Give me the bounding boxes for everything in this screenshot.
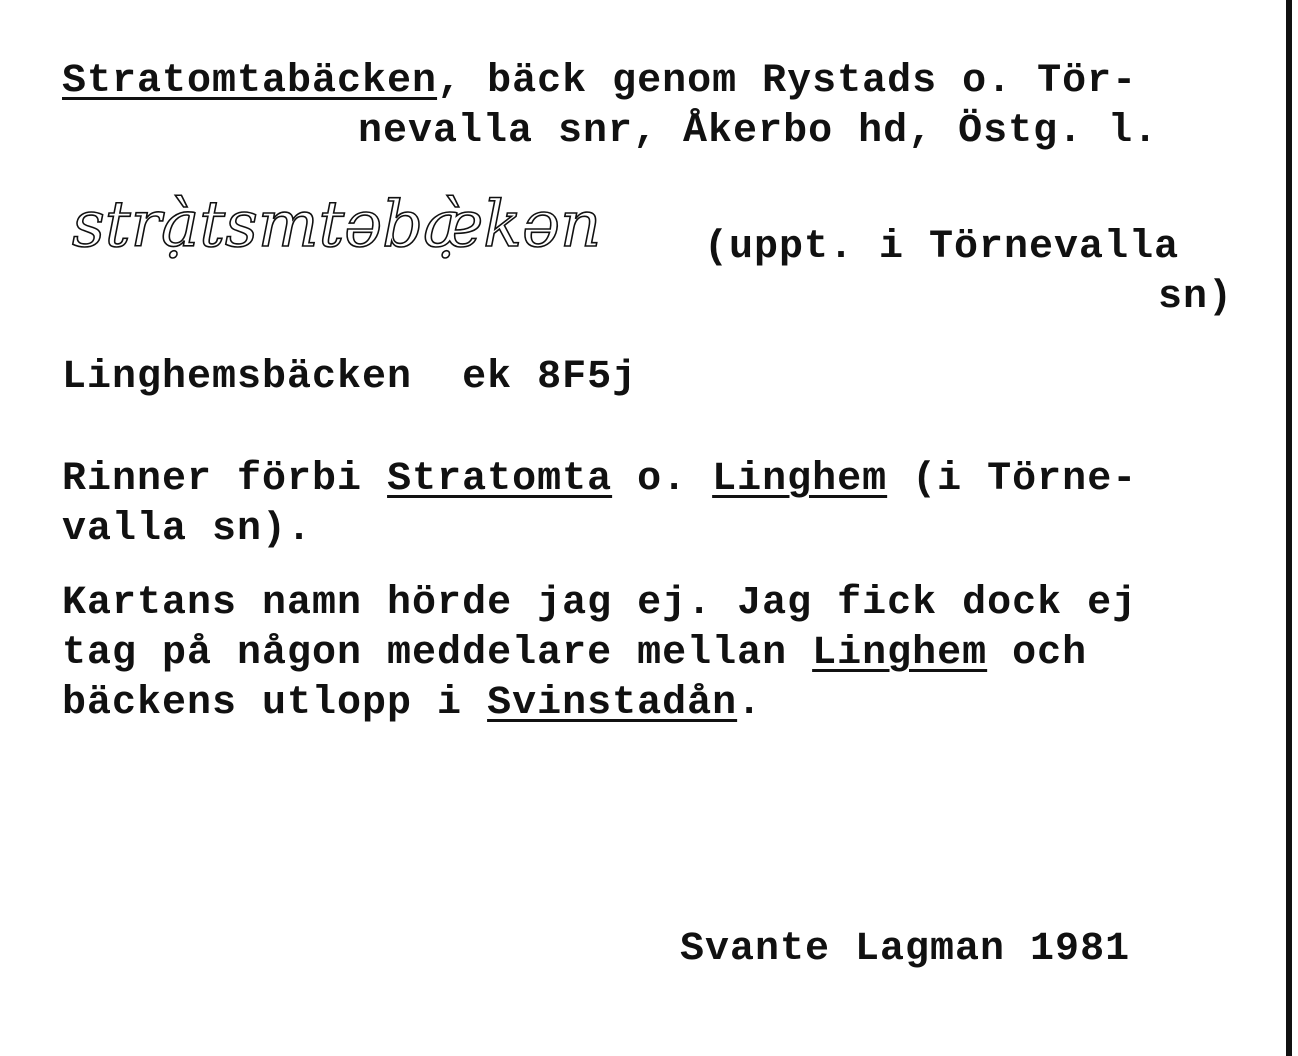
- pronunciation-note-2: sn): [1158, 275, 1234, 320]
- place-linghem-2: Linghem: [812, 631, 988, 676]
- card-edge-line: [1286, 0, 1292, 1056]
- p2-text-a: tag på någon meddelare mellan: [62, 631, 813, 676]
- pronunciation-text: strạ̀tsmtəbæ̣̀kən: [72, 188, 602, 262]
- pronunciation-note-1: (uppt. i Törnevalla: [704, 225, 1180, 270]
- headword-line-2: nevalla snr, Åkerbo hd, Östg. l.: [358, 109, 1159, 154]
- p2-text-b: och: [987, 631, 1088, 676]
- place-linghem: Linghem: [712, 457, 888, 502]
- p2-text-c: bäckens utlopp i: [62, 681, 488, 726]
- p1-text-a: Rinner förbi: [62, 457, 388, 502]
- signature: Svante Lagman 1981: [680, 927, 1131, 972]
- paragraph-2-line-2: [62, 630, 1087, 678]
- place-stratomta: Stratomta: [387, 457, 613, 502]
- p2-text-d: .: [737, 681, 763, 726]
- place-svinstadan: Svinstadån: [487, 681, 738, 726]
- map-reference: Linghemsbäcken ek 8F5j: [62, 355, 638, 400]
- headword-term: Stratomtabäcken: [62, 59, 438, 104]
- headword-description: , bäck genom Rystads o. Tör-: [437, 59, 1138, 104]
- paragraph-2-line-1: Kartans namn hörde jag ej. Jag fick dock ej: [62, 581, 1138, 626]
- handwriting-svg: [64, 168, 684, 278]
- paragraph-1-line-1: [62, 456, 1137, 504]
- p1-text-c: (i Törne-: [887, 457, 1138, 502]
- paragraph-2-line-3: [62, 680, 762, 728]
- headword-line-1: [62, 58, 1137, 106]
- paragraph-1-line-2: valla sn).: [62, 507, 313, 552]
- handwritten-pronunciation: [64, 168, 684, 278]
- p1-text-b: o.: [612, 457, 713, 502]
